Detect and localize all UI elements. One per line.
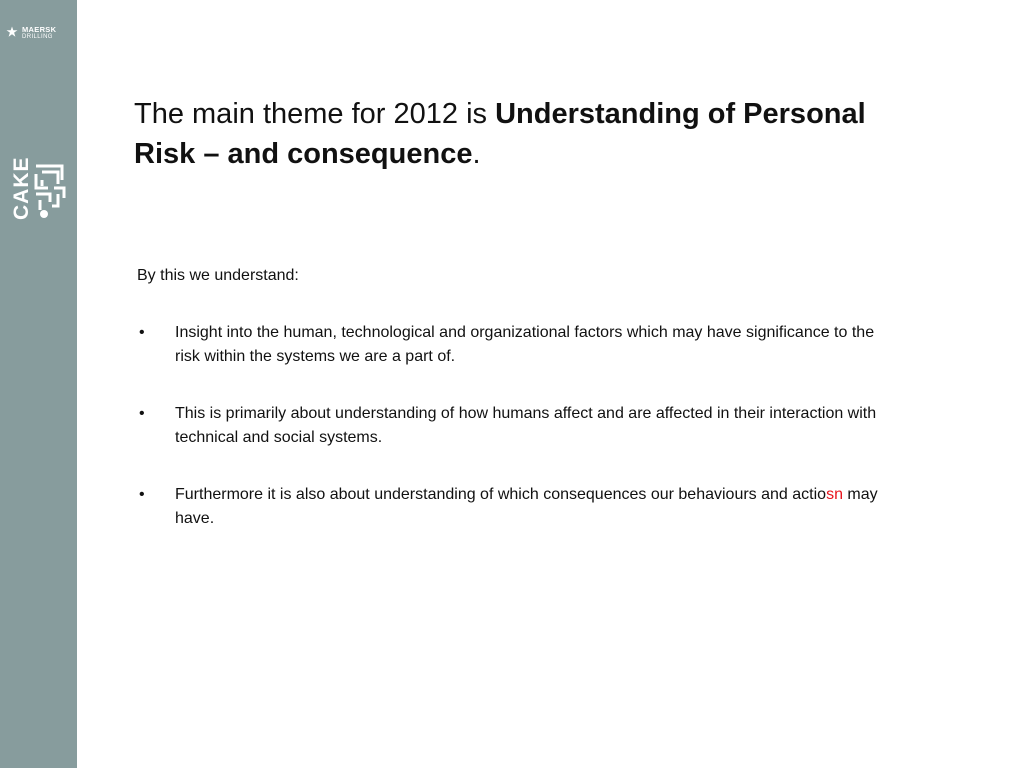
bullet-marker: •	[139, 405, 145, 422]
list-item	[137, 483, 897, 531]
sidebar	[0, 0, 77, 768]
highlighted-typo: sn	[826, 486, 843, 503]
cake-emblem-icon	[32, 160, 70, 222]
star-icon	[6, 26, 18, 38]
logo-brand-text: MAERSK	[22, 25, 57, 34]
slide-title	[134, 94, 894, 174]
title-end-text: .	[472, 138, 481, 170]
list-item	[137, 321, 897, 369]
title-bold-text: Understanding of Personal Risk – and consequence	[134, 98, 866, 170]
bullet-marker: •	[139, 324, 145, 341]
bullet-text-before: Furthermore it is also about understanding of which consequences our behaviours and actio	[175, 486, 827, 503]
bullet-text-after: may have.	[175, 486, 878, 527]
bullet-text: This is primarily about understanding of how humans affect and are affected in their interaction with technical and social systems.	[175, 405, 877, 446]
title-plain-text: The main theme for 2012 is	[134, 98, 496, 130]
bullet-text: Insight into the human, technological and organizational factors which may have significance to the risk within the systems we are a part of.	[175, 324, 875, 365]
list-item	[137, 402, 897, 450]
logo-sub-text: DRILLING	[22, 34, 53, 40]
maersk-drilling-logo	[6, 24, 72, 44]
intro-text: By this we understand:	[137, 267, 299, 284]
bullet-text	[175, 486, 878, 527]
cake-logo	[4, 156, 74, 228]
bullet-marker: •	[139, 486, 145, 503]
cake-logo-text: CAKE	[10, 156, 33, 220]
bullet-list	[137, 321, 897, 564]
